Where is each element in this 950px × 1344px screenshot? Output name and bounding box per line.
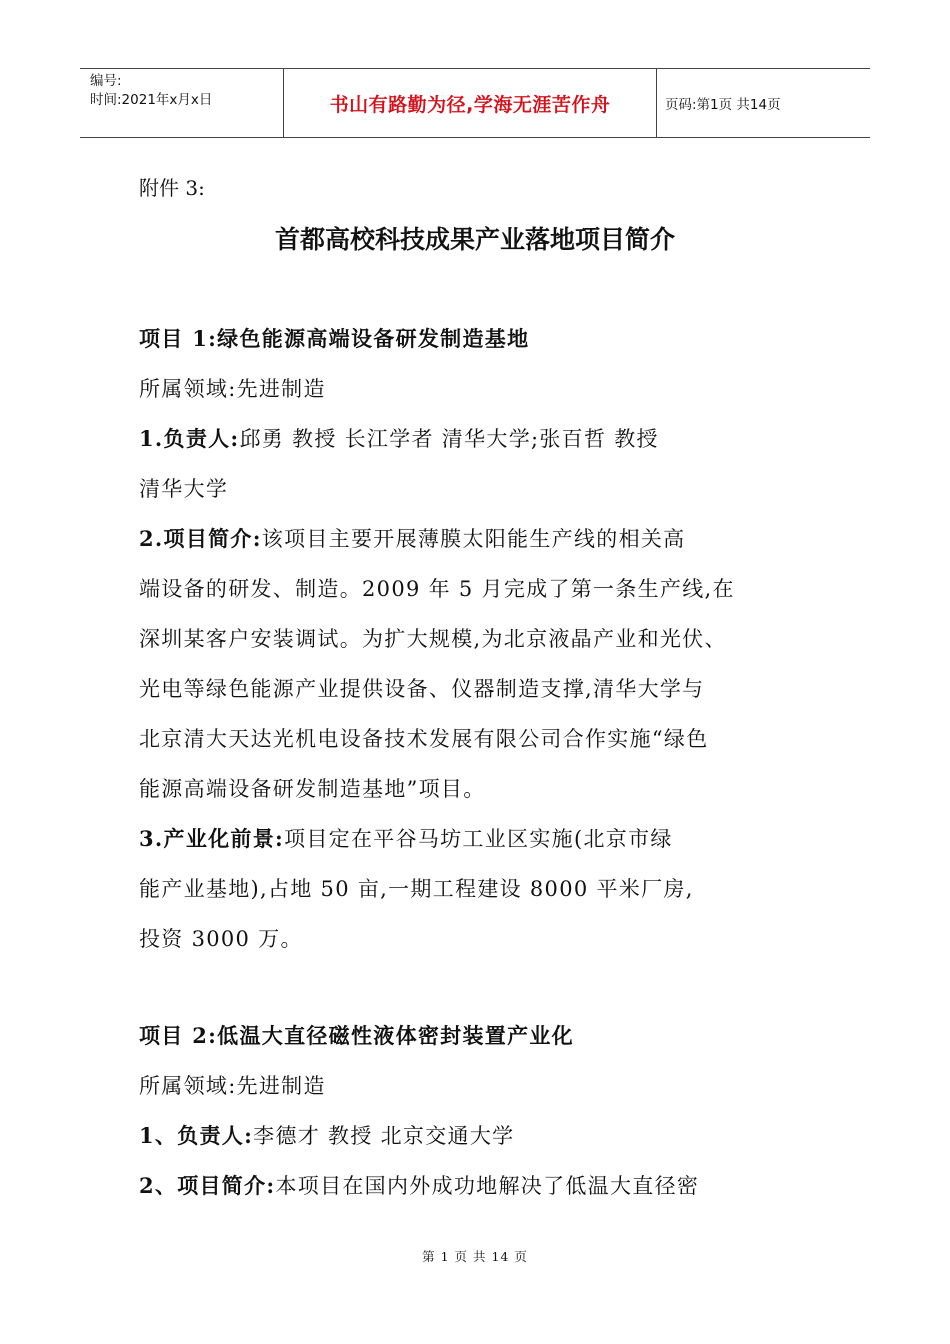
- page-header: [80, 68, 870, 138]
- project1-intro-line: 光电等绿色能源产业提供设备、仪器制造支撑,清华大学与: [139, 677, 705, 701]
- project1-field: 所属领域:先进制造: [139, 377, 326, 401]
- project1-intro-line: 端设备的研发、制造。2009 年 5 月完成了第一条生产线,在: [139, 577, 735, 601]
- project1-prospect-line: 项目定在平谷马坊工业区实施(北京市绿: [284, 827, 673, 851]
- project1-intro-label: 2.项目简介:: [139, 526, 262, 551]
- project1-intro-line: 能源高端设备研发制造基地”项目。: [139, 777, 486, 801]
- project1-prospect: [139, 823, 673, 853]
- number-label: 编号:: [90, 73, 122, 89]
- project2-heading: 项目 2:低温大直径磁性液体密封装置产业化: [139, 1023, 574, 1048]
- project2-intro-text: 本项目在国内外成功地解决了低温大直径密: [275, 1174, 700, 1198]
- project1-leader-label: 1.负责人:: [139, 426, 240, 451]
- header-motto-cell: [283, 69, 657, 137]
- attachment-label: 附件 3:: [139, 176, 205, 200]
- project1-intro-line: 深圳某客户安装调试。为扩大规模,为北京液晶产业和光伏、: [139, 627, 727, 651]
- page-footer: 第 1 页 共 14 页: [422, 1249, 528, 1264]
- header-motto: 书山有路勤为径,学海无涯苦作舟: [329, 93, 611, 116]
- project2-field: 所属领域:先进制造: [139, 1074, 326, 1098]
- project2-intro: [139, 1170, 699, 1200]
- project1-prospect-line: 能产业基地),占地 50 亩,一期工程建设 8000 平米厂房,: [139, 877, 694, 901]
- project2-leader-label: 1、负责人:: [139, 1123, 254, 1148]
- project1-intro-line: 该项目主要开展薄膜太阳能生产线的相关高: [261, 527, 686, 551]
- project1-intro: [139, 523, 685, 553]
- time-label: 时间:2021年x月x日: [90, 92, 213, 108]
- document-title: 首都高校科技成果产业落地项目简介: [274, 225, 675, 254]
- project1-prospect-line: 投资 3000 万。: [139, 927, 303, 951]
- project1-leader-cont: 清华大学: [139, 477, 229, 501]
- project2-leader-text: 李德才 教授 北京交通大学: [253, 1124, 515, 1148]
- project1-prospect-label: 3.产业化前景:: [139, 826, 285, 851]
- header-meta: [80, 69, 283, 137]
- project1-intro-line: 北京清大天达光机电设备技术发展有限公司合作实施“绿色: [139, 727, 709, 751]
- project2-intro-label: 2、项目简介:: [139, 1173, 276, 1198]
- header-page-cell: [657, 69, 870, 137]
- header-page-label: 页码:第1页 共14页: [665, 97, 781, 113]
- project1-heading: 项目 1:绿色能源高端设备研发制造基地: [139, 326, 530, 351]
- project1-leader-text: 邱勇 教授 长江学者 清华大学;张百哲 教授: [239, 427, 659, 451]
- project1-leader: [139, 423, 659, 453]
- project2-leader: [139, 1120, 514, 1150]
